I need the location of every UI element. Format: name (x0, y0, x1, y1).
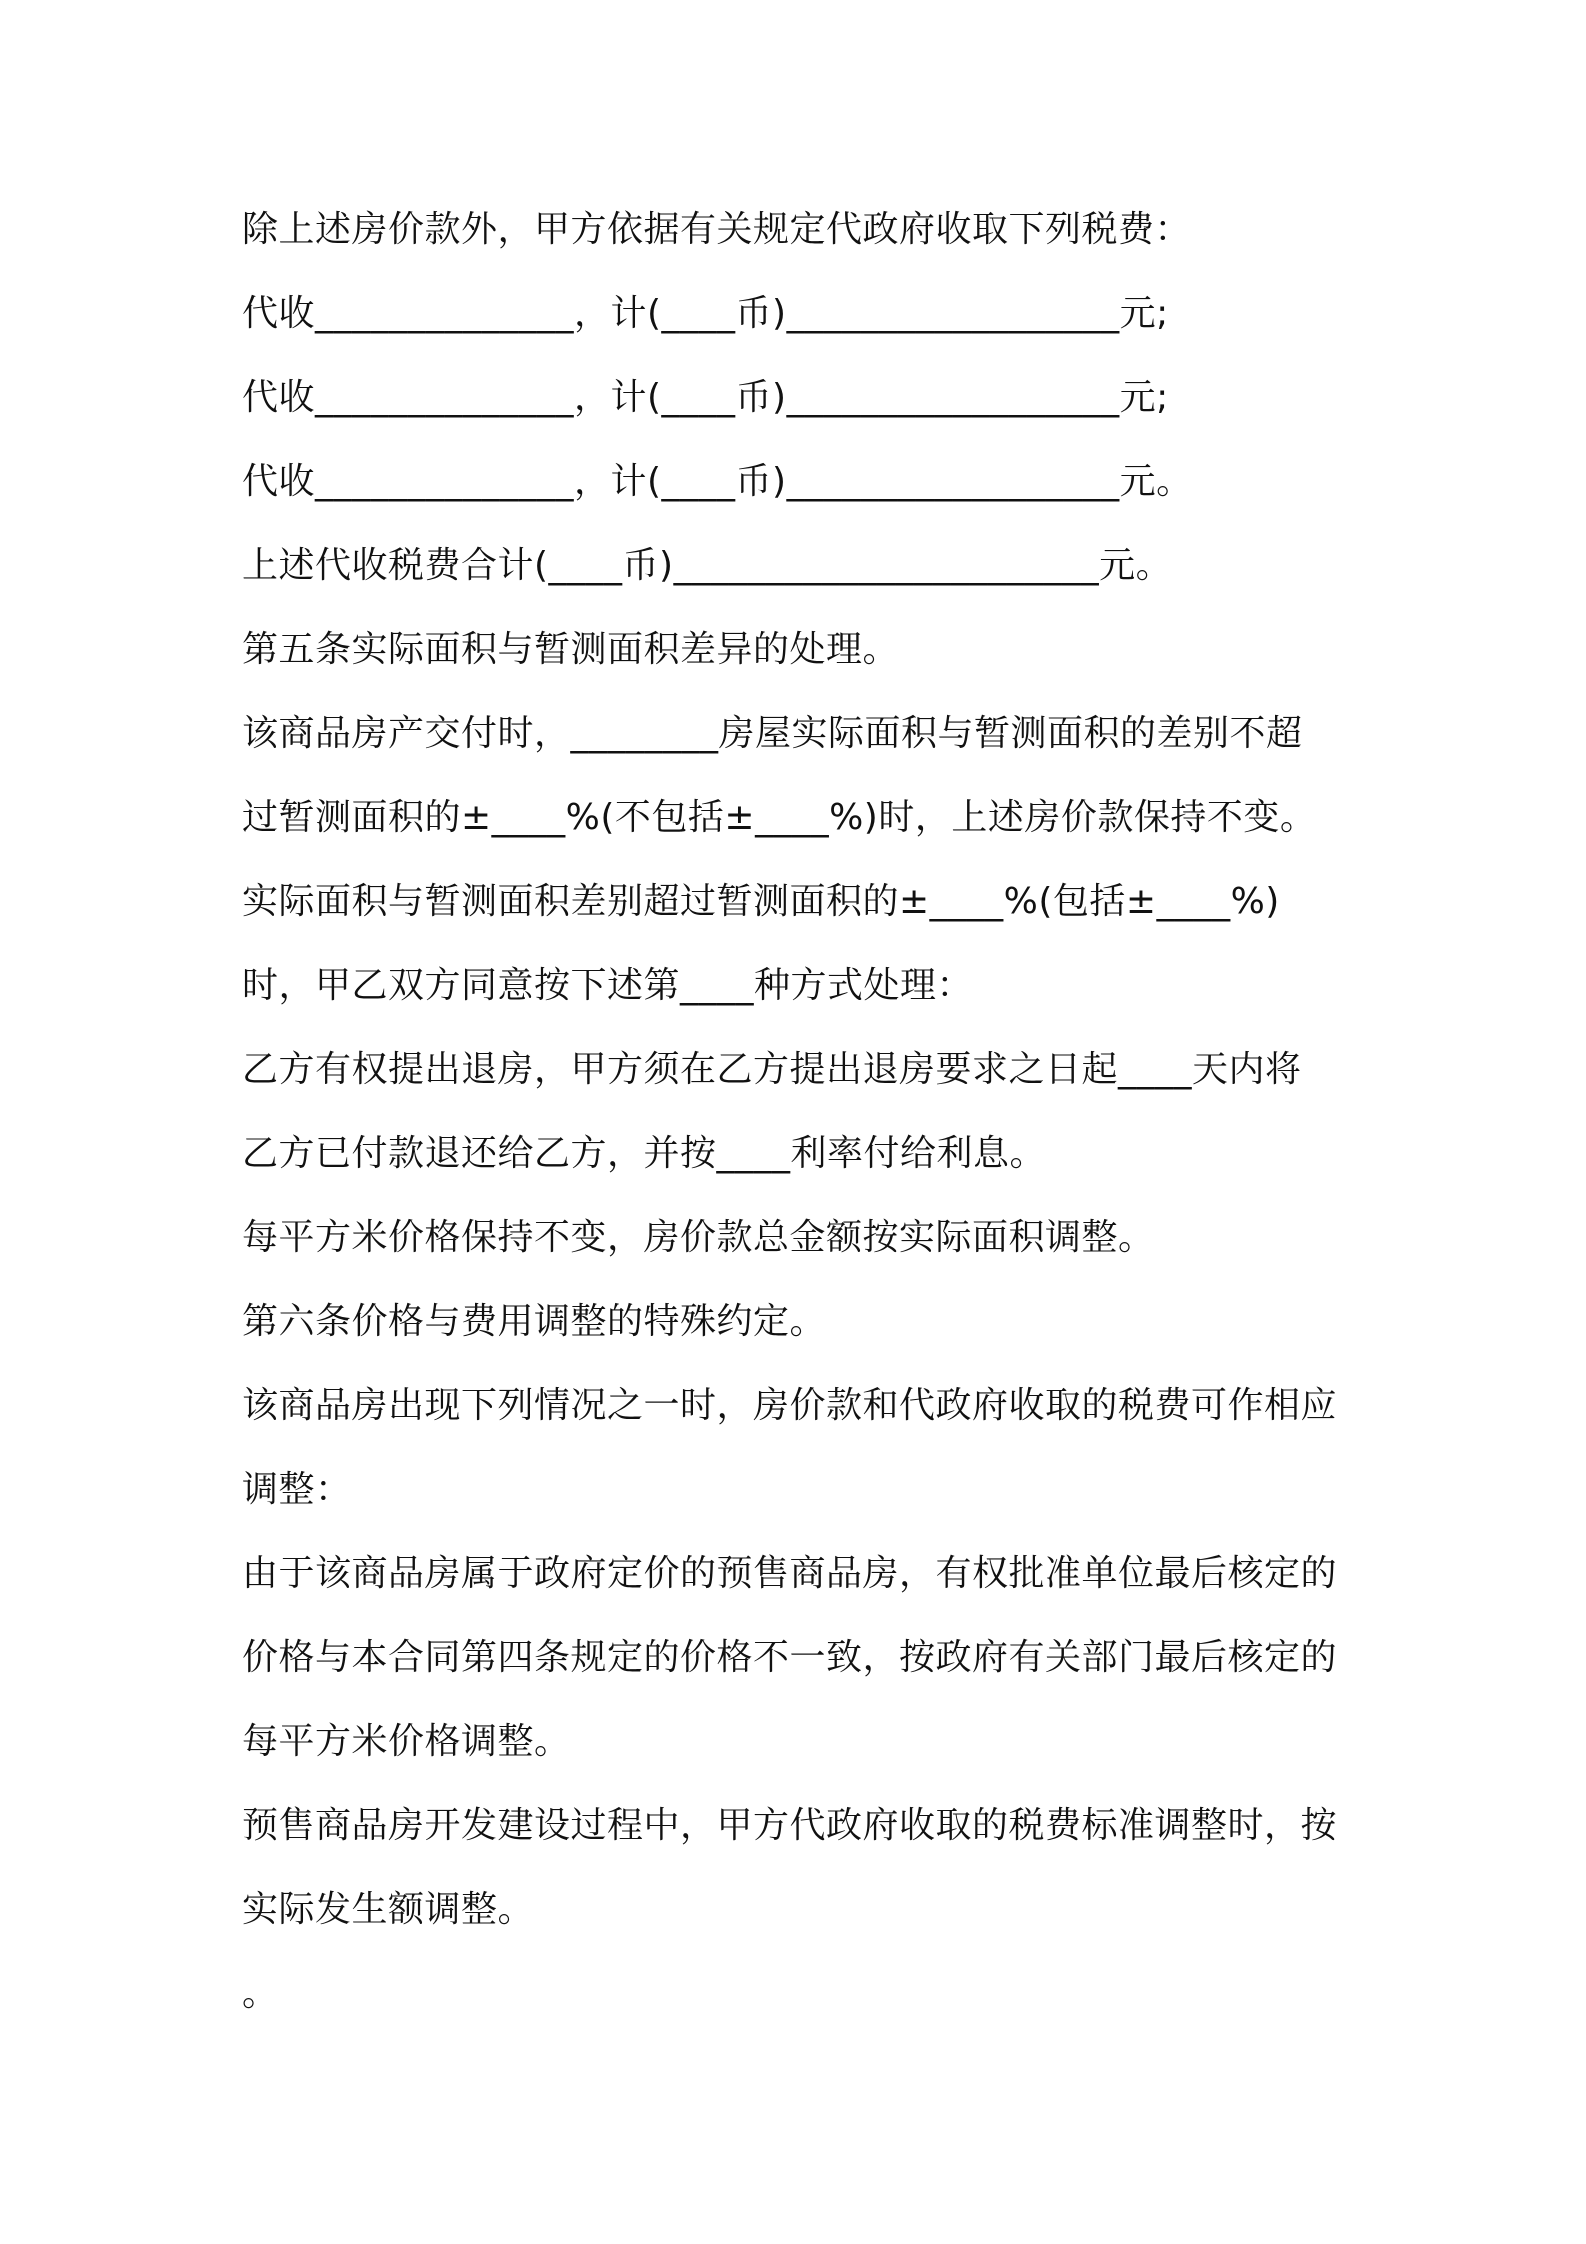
option-1-line-1: 乙方有权提出退房，甲方须在乙方提出退房要求之日起____天内将 (242, 1049, 1302, 1090)
article-6-heading: 第六条价格与费用调整的特殊约定。 (242, 1301, 827, 1342)
article-6-text-line-1: 该商品房出现下列情况之一时，房价款和代政府收取的税费可作相应 (242, 1385, 1338, 1426)
tax-item-line-3: 代收______________，计(____币)__________________元。 (242, 461, 1193, 502)
adjust-case-2-line-1: 预售商品房开发建设过程中，甲方代政府收取的税费标准调整时，按 (242, 1805, 1338, 1846)
adjust-case-1-line-1: 由于该商品房属于政府定价的预售商品房，有权批准单位最后核定的 (242, 1553, 1338, 1594)
option-2-line: 每平方米价格保持不变，房价款总金额按实际面积调整。 (242, 1217, 1155, 1258)
option-1-line-2: 乙方已付款退还给乙方，并按____利率付给利息。 (242, 1133, 1047, 1174)
article-5-text-line-3: 实际面积与暂测面积差别超过暂测面积的±____%(包括±____%) (242, 881, 1280, 922)
article-5-heading: 第五条实际面积与暂测面积差异的处理。 (242, 629, 900, 670)
trailing-period: 。 (242, 1973, 279, 2014)
tax-total-line: 上述代收税费合计(____币)_______________________元。 (242, 545, 1173, 586)
adjust-case-1-line-2: 价格与本合同第四条规定的价格不一致，按政府有关部门最后核定的 (242, 1637, 1338, 1678)
adjust-case-1-line-3: 每平方米价格调整。 (242, 1721, 571, 1762)
tax-item-line-1: 代收______________，计(____币)__________________元; (242, 293, 1169, 334)
article-5-text-line-4: 时，甲乙双方同意按下述第____种方式处理： (242, 965, 974, 1006)
article-6-text-line-2: 调整： (242, 1469, 352, 1510)
tax-intro-line: 除上述房价款外，甲方依据有关规定代政府收取下列税费： (242, 209, 1192, 250)
adjust-case-2-line-2: 实际发生额调整。 (242, 1889, 535, 1930)
article-5-text-line-2: 过暂测面积的±____%(不包括±____%)时，上述房价款保持不变。 (242, 797, 1317, 838)
tax-item-line-2: 代收______________，计(____币)__________________元; (242, 377, 1169, 418)
article-5-text-line-1: 该商品房产交付时，________房屋实际面积与暂测面积的差别不超 (242, 713, 1303, 754)
